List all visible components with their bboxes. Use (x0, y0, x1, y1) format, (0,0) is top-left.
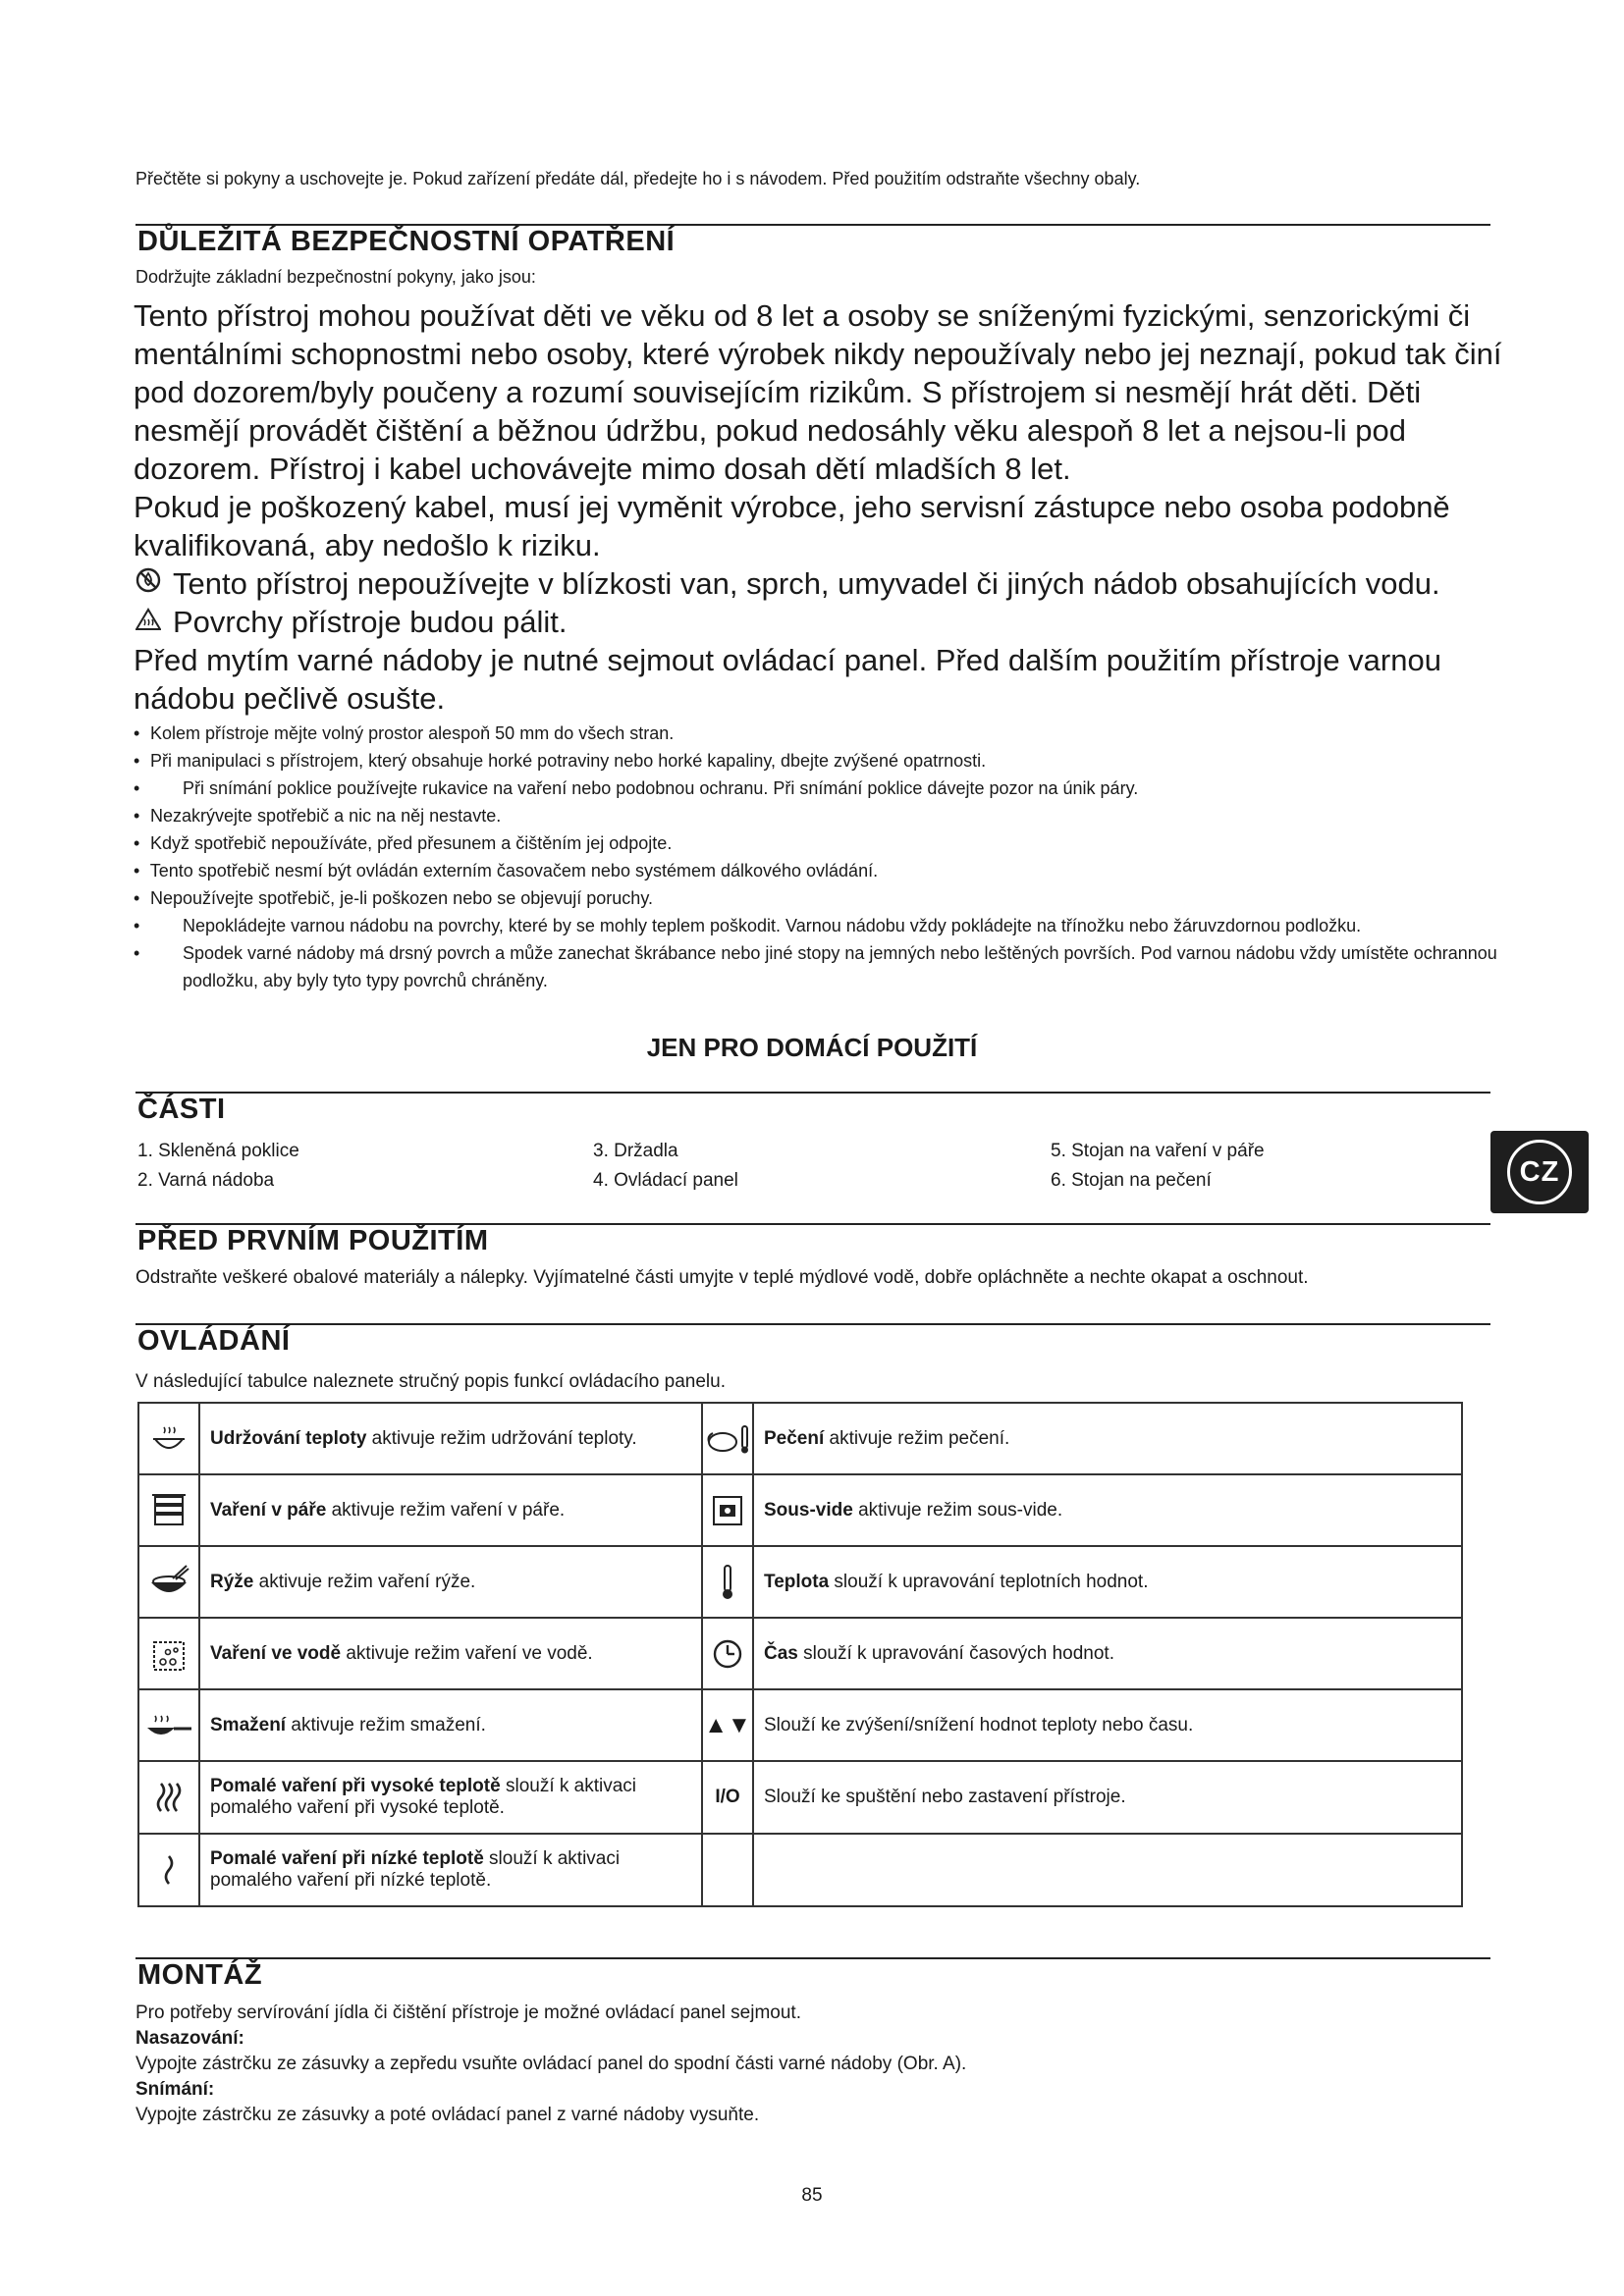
control-description: Pečení aktivuje režim pečení. (753, 1403, 1462, 1474)
parts-column-2 (593, 1137, 738, 1196)
no-water-icon (134, 564, 163, 603)
parts-column-1 (137, 1137, 299, 1196)
list-item: • Nezakrývejte spotřebič a nic na něj nestavte. (134, 806, 502, 826)
list-item: • Nepokládejte varnou nádobu na povrchy, které by se mohly teplem poškodit. Varnou nádobu vždy pokládejte na třínožku nebo žáruvzdornou podložku. (134, 916, 1362, 935)
list-item: • Kolem přístroje mějte volný prostor alespoň 50 mm do všech stran. (134, 723, 675, 743)
fry-icon (138, 1689, 199, 1761)
table-row (138, 1618, 1462, 1689)
keep-warm-icon (138, 1403, 199, 1474)
boil-icon (138, 1618, 199, 1689)
rice-icon (138, 1546, 199, 1618)
part-item: 5. Stojan na vaření v páře (1051, 1141, 1265, 1161)
table-row (138, 1761, 1462, 1834)
language-badge (1490, 1131, 1589, 1213)
wash-note: Před mytím varné nádoby je nutné sejmout ovládací panel. Před dalším použitím přístroje varnou nádobu pečlivě osušte. (134, 643, 1441, 716)
section-divider (135, 1957, 1490, 1959)
language-badge-label: CZ (1507, 1140, 1572, 1204)
controls-intro: V následující tabulce naleznete stručný popis funkcí ovládacího panelu. (135, 1371, 726, 1392)
clock-icon (702, 1618, 753, 1689)
parts-column-3 (1051, 1137, 1265, 1196)
safety-big-text (134, 296, 1508, 718)
section-divider (135, 1323, 1490, 1325)
home-use-heading: JEN PRO DOMÁCÍ POUŽITÍ (646, 1033, 978, 1062)
control-description: Udržování teploty aktivuje režim udržování teploty. (199, 1403, 702, 1474)
list-item: • Tento spotřebič nesmí být ovládán externím časovačem nebo systémem dálkového ovládání. (134, 861, 879, 881)
slow-high-icon (138, 1761, 199, 1834)
control-description: Pomalé vaření při nízké teplotě slouží k aktivaci pomalého vaření při nízké teplotě. (199, 1834, 702, 1906)
table-row (138, 1689, 1462, 1761)
control-description: Sous-vide aktivuje režim sous-vide. (753, 1474, 1462, 1546)
roast-icon (702, 1403, 753, 1474)
assembly-text: Pro potřeby servírování jídla či čištění přístroje je možné ovládací panel sejmout. (135, 2002, 801, 2023)
part-item: 1. Skleněná poklice (137, 1141, 299, 1161)
part-item: 4. Ovládací panel (593, 1170, 738, 1191)
table-row (138, 1403, 1462, 1474)
first-use-text: Odstraňte veškeré obalové materiály a nálepky. Vyjímatelné části umyjte v teplé mýdlové vodě, dobře opláchněte a nechte okapat a oschnout. (135, 1267, 1309, 1288)
water-warning-text: Tento přístroj nepoužívejte v blízkosti van, sprch, umyvadel či jiných nádob obsahujících vodu. (173, 566, 1440, 601)
empty-cell (702, 1834, 753, 1906)
page-number: 85 (801, 2185, 823, 2206)
safety-subtitle: Dodržujte základní bezpečnostní pokyny, jako jsou: (135, 267, 536, 287)
control-description: Pomalé vaření při vysoké teplotě slouží k aktivaci pomalého vaření při vysoké teplotě. (199, 1761, 702, 1834)
control-description: Slouží ke zvýšení/snížení hodnot teploty nebo času. (753, 1689, 1462, 1761)
hot-warning-text: Povrchy přístroje budou pálit. (173, 605, 568, 639)
water-warning (134, 564, 1508, 603)
power-icon: I/O (702, 1761, 753, 1834)
remove-text: Vypojte zástrčku ze zásuvky a poté ovládací panel z varné nádoby vysuňte. (135, 2105, 760, 2125)
list-item: • Nepoužívejte spotřebič, je-li poškozen nebo se objevují poruchy. (134, 888, 653, 908)
part-item: 6. Stojan na pečení (1051, 1170, 1212, 1191)
controls-table (137, 1402, 1463, 1907)
control-description: Rýže aktivuje režim vaření rýže. (199, 1546, 702, 1618)
list-item: • Při manipulaci s přístrojem, který obsahuje horké potraviny nebo horké kapaliny, dbejte zvýšené opatrnosti. (134, 751, 987, 771)
control-description: Smažení aktivuje režim smažení. (199, 1689, 702, 1761)
table-row (138, 1546, 1462, 1618)
parts-title: ČÁSTI (137, 1094, 226, 1125)
thermometer-icon (702, 1546, 753, 1618)
remove-label: Snímání: (135, 2079, 215, 2100)
table-row (138, 1834, 1462, 1906)
safety-bullet-list (134, 720, 1508, 994)
controls-title: OVLÁDÁNÍ (137, 1325, 291, 1357)
intro-text: Přečtěte si pokyny a uschovejte je. Pokud zařízení předáte dál, předejte ho i s návodem. Před použitím odstraňte všechny obaly. (135, 169, 1141, 188)
attach-text: Vypojte zástrčku ze zásuvky a zepředu vsuňte ovládací panel do spodní části varné nádoby (Obr. A). (135, 2054, 967, 2074)
part-item: 3. Držadla (593, 1141, 678, 1161)
part-item: 2. Varná nádoba (137, 1170, 275, 1191)
steam-icon (138, 1474, 199, 1546)
list-item: • Při snímání poklice používejte rukavice na vaření nebo podobnou ochranu. Při snímání poklice dávejte pozor na únik páry. (134, 778, 1139, 798)
control-description: Čas slouží k upravování časových hodnot. (753, 1618, 1462, 1689)
list-item: • Když spotřebič nepoužíváte, před přesunem a čištěním jej odpojte. (134, 833, 673, 853)
table-row (138, 1474, 1462, 1546)
slow-low-icon (138, 1834, 199, 1906)
list-item: • Spodek varné nádoby má drsný povrch a může zanechat škrábance nebo jiné stopy na jemných nebo leštěných površích. Pod varnou nádobu vždy umístěte ochrannou podložku, aby byly tyto typy povrchů chráněny. (134, 943, 1497, 990)
control-description: Teplota slouží k upravování teplotních hodnot. (753, 1546, 1462, 1618)
control-description: Vaření ve vodě aktivuje režim vaření ve vodě. (199, 1618, 702, 1689)
assembly-title: MONTÁŽ (137, 1959, 263, 1991)
safety-paragraph: Pokud je poškozený kabel, musí jej vyměnit výrobce, jeho servisní zástupce nebo osoba podobně kvalifikovaná, aby nedošlo k riziku. (134, 490, 1450, 562)
arrows-icon: ▲▼ (702, 1689, 753, 1761)
safety-title: DŮLEŽITÁ BEZPEČNOSTNÍ OPATŘENÍ (137, 226, 676, 257)
hot-surface-icon (134, 603, 163, 641)
attach-label: Nasazování: (135, 2028, 244, 2049)
safety-paragraph: Tento přístroj mohou používat děti ve věku od 8 let a osoby se sníženými fyzickými, senzorickými či mentálními schopnostmi nebo osoby, které výrobek nikdy nepoužívaly nebo jej neznají, pokud tak činí pod dozorem/byly poučeny a rozumí souvisejícím rizikům. S přístrojem si nesmějí hrát děti. Děti nesmějí provádět čištění a běžnou údržbu, pokud nedosáhly věku alespoň 8 let a nejsou-li pod dozorem. Přístroj i kabel uchovávejte mimo dosah dětí mladších 8 let. (134, 298, 1502, 486)
hot-warning (134, 603, 1508, 641)
sous-vide-icon (702, 1474, 753, 1546)
control-description: Slouží ke spuštění nebo zastavení přístroje. (753, 1761, 1462, 1834)
control-description: Vaření v páře aktivuje režim vaření v páře. (199, 1474, 702, 1546)
first-use-title: PŘED PRVNÍM POUŽITÍM (137, 1225, 489, 1256)
empty-cell (753, 1834, 1462, 1906)
section-divider (135, 1092, 1490, 1094)
